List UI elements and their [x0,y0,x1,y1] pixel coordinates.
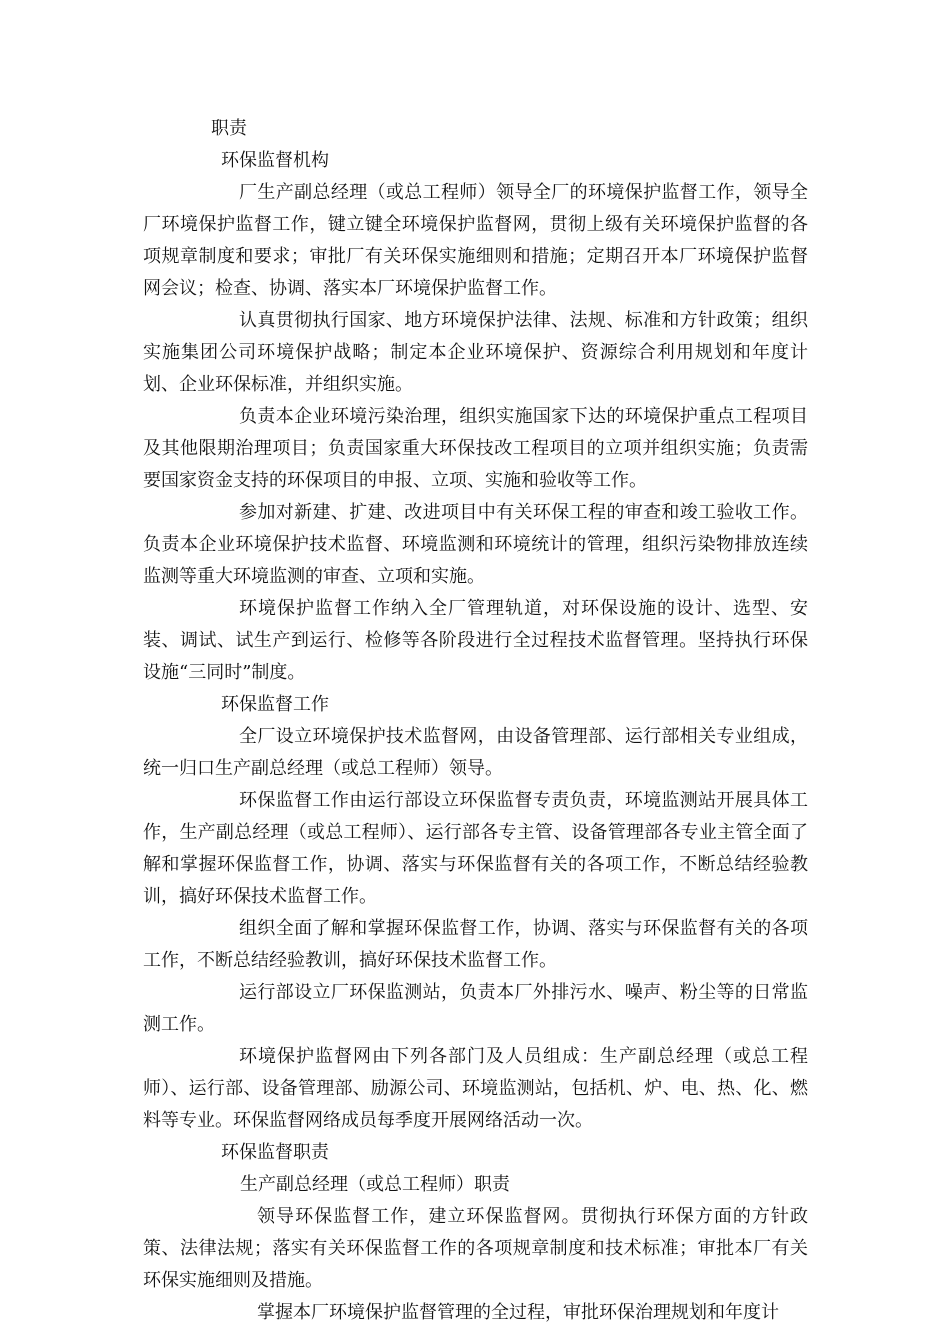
section-heading-duties: 环保监督职责 [221,1142,329,1163]
paragraph: 环境保护监督网由下列各部门及人员组成：生产副总经理（或总工程师）、运行部、设备管理部、励源公司、环境监测站，包括机、炉、电、热、化、燃料等专业。环保监督网络成员每季度开展网络活动一次。 [143,1046,808,1131]
paragraph: 运行部设立厂环保监测站，负责本厂外排污水、噪声、粉尘等的日常监测工作。 [143,982,808,1035]
paragraph: 认真贯彻执行国家、地方环境保护法律、法规、标准和方针政策；组织实施集团公司环境保护战略；制定本企业环境保护、资源综合利用规划和年度计划、企业环保标准，并组织实施。 [143,310,808,395]
paragraph: 参加对新建、扩建、改进项目中有关环保工程的审查和竣工验收工作。负责本企业环境保护技术监督、环境监测和环境统计的管理，组织污染物排放连续监测等重大环境监测的审查、立项和实施。 [143,502,808,587]
document-title: 职责 [211,118,247,139]
paragraph: 掌握本厂环境保护监督管理的全过程，审批环保治理规划和年度计 [257,1302,779,1323]
paragraph: 环保监督工作由运行部设立环保监督专责负责，环境监测站开展具体工作，生产副总经理（或总工程师）、运行部各专主管、设备管理部各专业主管全面了解和掌握环保监督工作，协调、落实与环保监督有关的各项工作，不断总结经验教训，搞好环保技术监督工作。 [143,790,808,907]
subsection-heading: 生产副总经理（或总工程师）职责 [240,1174,510,1195]
paragraph: 厂生产副总经理（或总工程师）领导全厂的环境保护监督工作，领导全厂环境保护监督工作，键立键全环境保护监督网，贯彻上级有关环境保护监督的各项规章制度和要求；审批厂有关环保实施细则和措施；定期召开本厂环境保护监督网会议；检查、协调、落实本厂环境保护监督工作。 [143,182,808,299]
document-body [143,113,808,1329]
section-heading-work: 环保监督工作 [221,694,329,715]
paragraph: 环境保护监督工作纳入全厂管理轨道，对环保设施的设计、选型、安装、调试、试生产到运行、检修等各阶段进行全过程技术监督管理。坚持执行环保设施“三同时”制度。 [143,598,808,683]
paragraph: 全厂设立环境保护技术监督网，由设备管理部、运行部相关专业组成，统一归口生产副总经理（或总工程师）领导。 [143,726,808,779]
paragraph: 负责本企业环境污染治理，组织实施国家下达的环境保护重点工程项目及其他限期治理项目；负责国家重大环保技改工程项目的立项并组织实施；负责需要国家资金支持的环保项目的申报、立项、实施和验收等工作。 [143,406,808,491]
paragraph: 组织全面了解和掌握环保监督工作，协调、落实与环保监督有关的各项工作，不断总结经验教训，搞好环保技术监督工作。 [143,918,808,971]
section-heading-agency: 环保监督机构 [221,150,329,171]
paragraph: 领导环保监督工作，建立环保监督网。贯彻执行环保方面的方针政策、法律法规；落实有关环保监督工作的各项规章制度和技术标准；审批本厂有关环保实施细则及措施。 [143,1206,808,1291]
